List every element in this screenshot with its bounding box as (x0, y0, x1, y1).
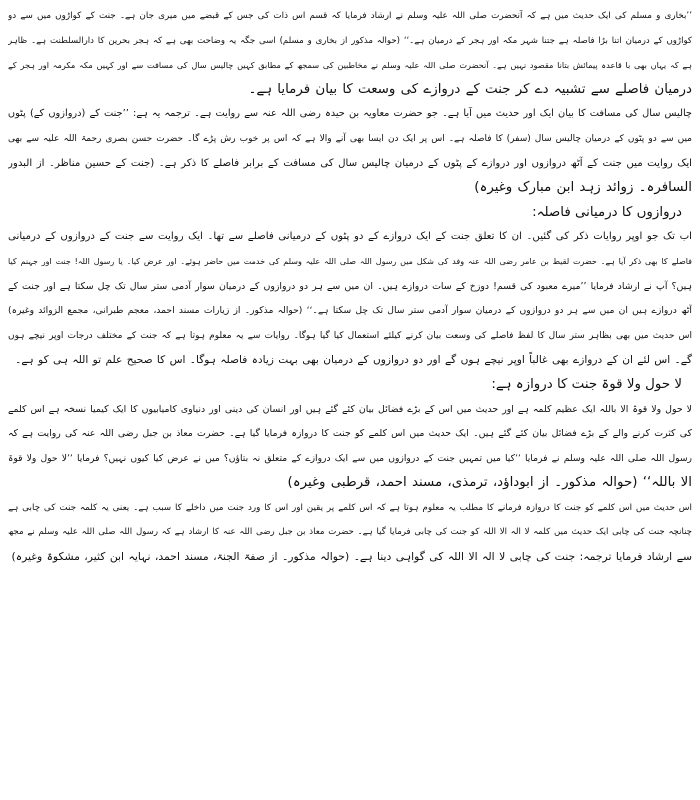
text-line: کواڑوں کے درمیان اتنا بڑا فاصلہ ہے جتنا شہر مکہ اور ہجر کے درمیان ہے۔‘‘ (حوالہ مذکور از بخاری و مسلم) اسی جگہ یہ وضاحت بھی ہے کہ ہجر بحرین کا دارالسلطنت ہے۔ ظاہر (8, 35, 692, 46)
text-line: چالیس سال کی مسافت کا بیان ایک اور حدیث میں آیا ہے۔ جو حضرت معاویہ بن حیدہ رضی اللہ عنہ سے روایت ہے۔ ترجمہ یہ ہے: ’’جنت کے (دروازوں کے) پٹوں (8, 108, 692, 120)
text-line: لا حول ولا قوۃ الا باللہ ایک عظیم کلمہ ہے اور حدیث میں اس کے بڑے فضائل بیان کئے گئے ہیں اور انسان کی دینی اور دنیاوی کامیابیوں کا ایک کیمیا نسخہ ہے اس کلمے (8, 403, 692, 415)
text-line: رسول اللہ صلی اللہ علیہ وسلم نے فرمایا ’’کیا میں تمہیں جنت کے دروازوں میں سے ایک دروازے کے متعلق نہ بتاؤں؟ میں نے عرض کیا کیوں نہیں؟ فرمایا ’’لا حول ولا قوۃ (8, 452, 692, 464)
paragraph (8, 496, 692, 570)
text-line: ہیں؟ آپ نے ارشاد فرمایا ’’میرے معبود کی قسم! دوزخ کے سات دروازے ہیں۔ ان میں سے ہر دو دروازوں کے درمیان سوار آدمی ستر سال تک چل سکتا ہے اور جنت کے (8, 280, 692, 292)
text-line: گے۔ اس لئے ان کے دروازے بھی غالباً اوپر نیچے ہوں گے اور دو دروازوں کے درمیان بھی بہت زیادہ فاصلہ ہوگا۔ اس کا صحیح علم تو اللہ ہی کو ہے۔ (15, 354, 692, 367)
text-line: السافرہ۔ زوائد زہد ابن مبارک وغیرہ) (474, 180, 692, 196)
text-line: اس حدیث میں بھی بظاہر ستر سال کا لفظ فاصلے کی وسعت بیان کرنے کیلئے استعمال کیا گیا ہوگا۔ روایات سے یہ معلوم ہوتا ہے کہ جنت کے مختلف درجات اوپر نیچے ہوں (8, 330, 692, 341)
paragraph (8, 398, 692, 496)
text-line: چنانچہ جنت کی چابی ایک حدیث میں کلمہ لا الہ الا اللہ کو جنت کی چابی فرمایا گیا ہے۔ حضرت معاذ بن جبل رضی اللہ عنہ کا ارشاد ہے کہ رسول اللہ صلی اللہ علیہ وسلم نے مجھ (8, 527, 692, 538)
text-line: ایک روایت میں جنت کے آٹھ دروازوں اور دروازے کے پٹوں کے درمیان چالیس سال کی مسافت کے برابر فاصلے کا ذکر ہے۔ (جنت کے حسین مناظر۔ از البدور (8, 157, 692, 169)
section-heading: لا حول ولا قوۃ جنت کا دروازہ ہے: (491, 376, 682, 392)
paragraph (8, 102, 692, 200)
text-line: فاصلے کا بھی ذکر آیا ہے۔ حضرت لقیط بن عامر رضی اللہ عنہ وفد کی شکل میں رسول اللہ صلی اللہ علیہ وسلم کی خدمت میں حاضر ہوئے۔ اور عرض کیا۔ یا رسول اللہ! جنت اور جہنم کیا (8, 256, 692, 266)
section-heading: دروازوں کا درمیانی فاصلہ: (532, 204, 682, 220)
text-line: کی کثرت کرنے والے کے بڑے فضائل بیان کئے گئے ہیں۔ ایک حدیث میں اس کلمے کو جنت کا دروازہ فرمایا گیا ہے۔ حضرت معاذ بن جبل رضی اللہ عنہ کی روایت ہے کہ (8, 428, 692, 440)
text-line: اب تک جو اوپر روایات ذکر کی گئیں۔ ان کا تعلق جنت کے ایک دروازے کے دو پٹوں کے درمیانی فاصلے سے تھا۔ ایک روایت سے جنت کے دروازوں کے درمیانی (8, 231, 692, 243)
paragraph (8, 225, 692, 373)
text-line: آٹھ دروازے ہیں ان میں سے ہر دو دروازوں کے درمیان سوار آدمی ستر سال تک چل سکتا ہے۔‘‘ (حوالہ مذکور۔ از زیارات مسند احمد، معجم طبرانی، مجمع الزوائد وغیرہ) (8, 305, 692, 317)
paragraph (8, 4, 692, 102)
text-line: اس حدیث میں اس کلمے کو جنت کا دروازہ فرمانے کا مطلب یہ معلوم ہوتا ہے کہ اس کلمے پر یقین اور اس کا ورد جنت میں داخلے کا سبب ہے۔ یعنی یہ کلمہ جنت کی چابی ہے (8, 502, 692, 513)
text-line: ہے کہ یہاں بھی با قاعدہ پیمائش بتانا مقصود نہیں ہے۔ آنحضرت صلی اللہ علیہ وسلم نے مخاطبین کی سمجھ کے مطابق کہیں چالیس سال کی مسافت سے اور کہیں مکہ مکرمہ اور ہجر کے (8, 60, 692, 71)
text-line: میں سے دو پٹوں کے درمیان چالیس سال (سفر) کا فاصلہ ہے۔ اس پر ایک دن ایسا بھی آنے والا ہے کہ اس پر خوب رش پڑے گا۔ حضرت حسن بصری رحمۃ اللہ علیہ سے بھی (8, 133, 692, 144)
text-line: ’’بخاری و مسلم کی ایک حدیث میں ہے کہ آنحضرت صلی اللہ علیہ وسلم نے ارشاد فرمایا کہ قسم اس ذات کی جس کے قبضے میں میری جان ہے۔ جنت کے کواڑوں میں سے دو (8, 11, 692, 21)
text-line: الا باللہ‘‘ (حوالہ مذکور۔ از ابوداؤد، ترمذی، مسند احمد، قرطبی وغیرہ) (287, 475, 692, 491)
text-line: درمیان فاصلے سے تشبیہ دے کر جنت کے دروازے کی وسعت کا بیان فرمایا ہے۔ (248, 81, 692, 97)
section-heading-block (8, 201, 692, 226)
section-heading-block (8, 373, 692, 398)
text-line: سے ارشاد فرمایا ترجمہ: جنت کی چابی لا الہ الا اللہ کی گواہی دینا ہے۔ (حوالہ مذکور۔ از صفۃ الجنۃ، مسند احمد، نہایہ ابن کثیر، مشکوۃ وغیرہ) (11, 550, 692, 564)
